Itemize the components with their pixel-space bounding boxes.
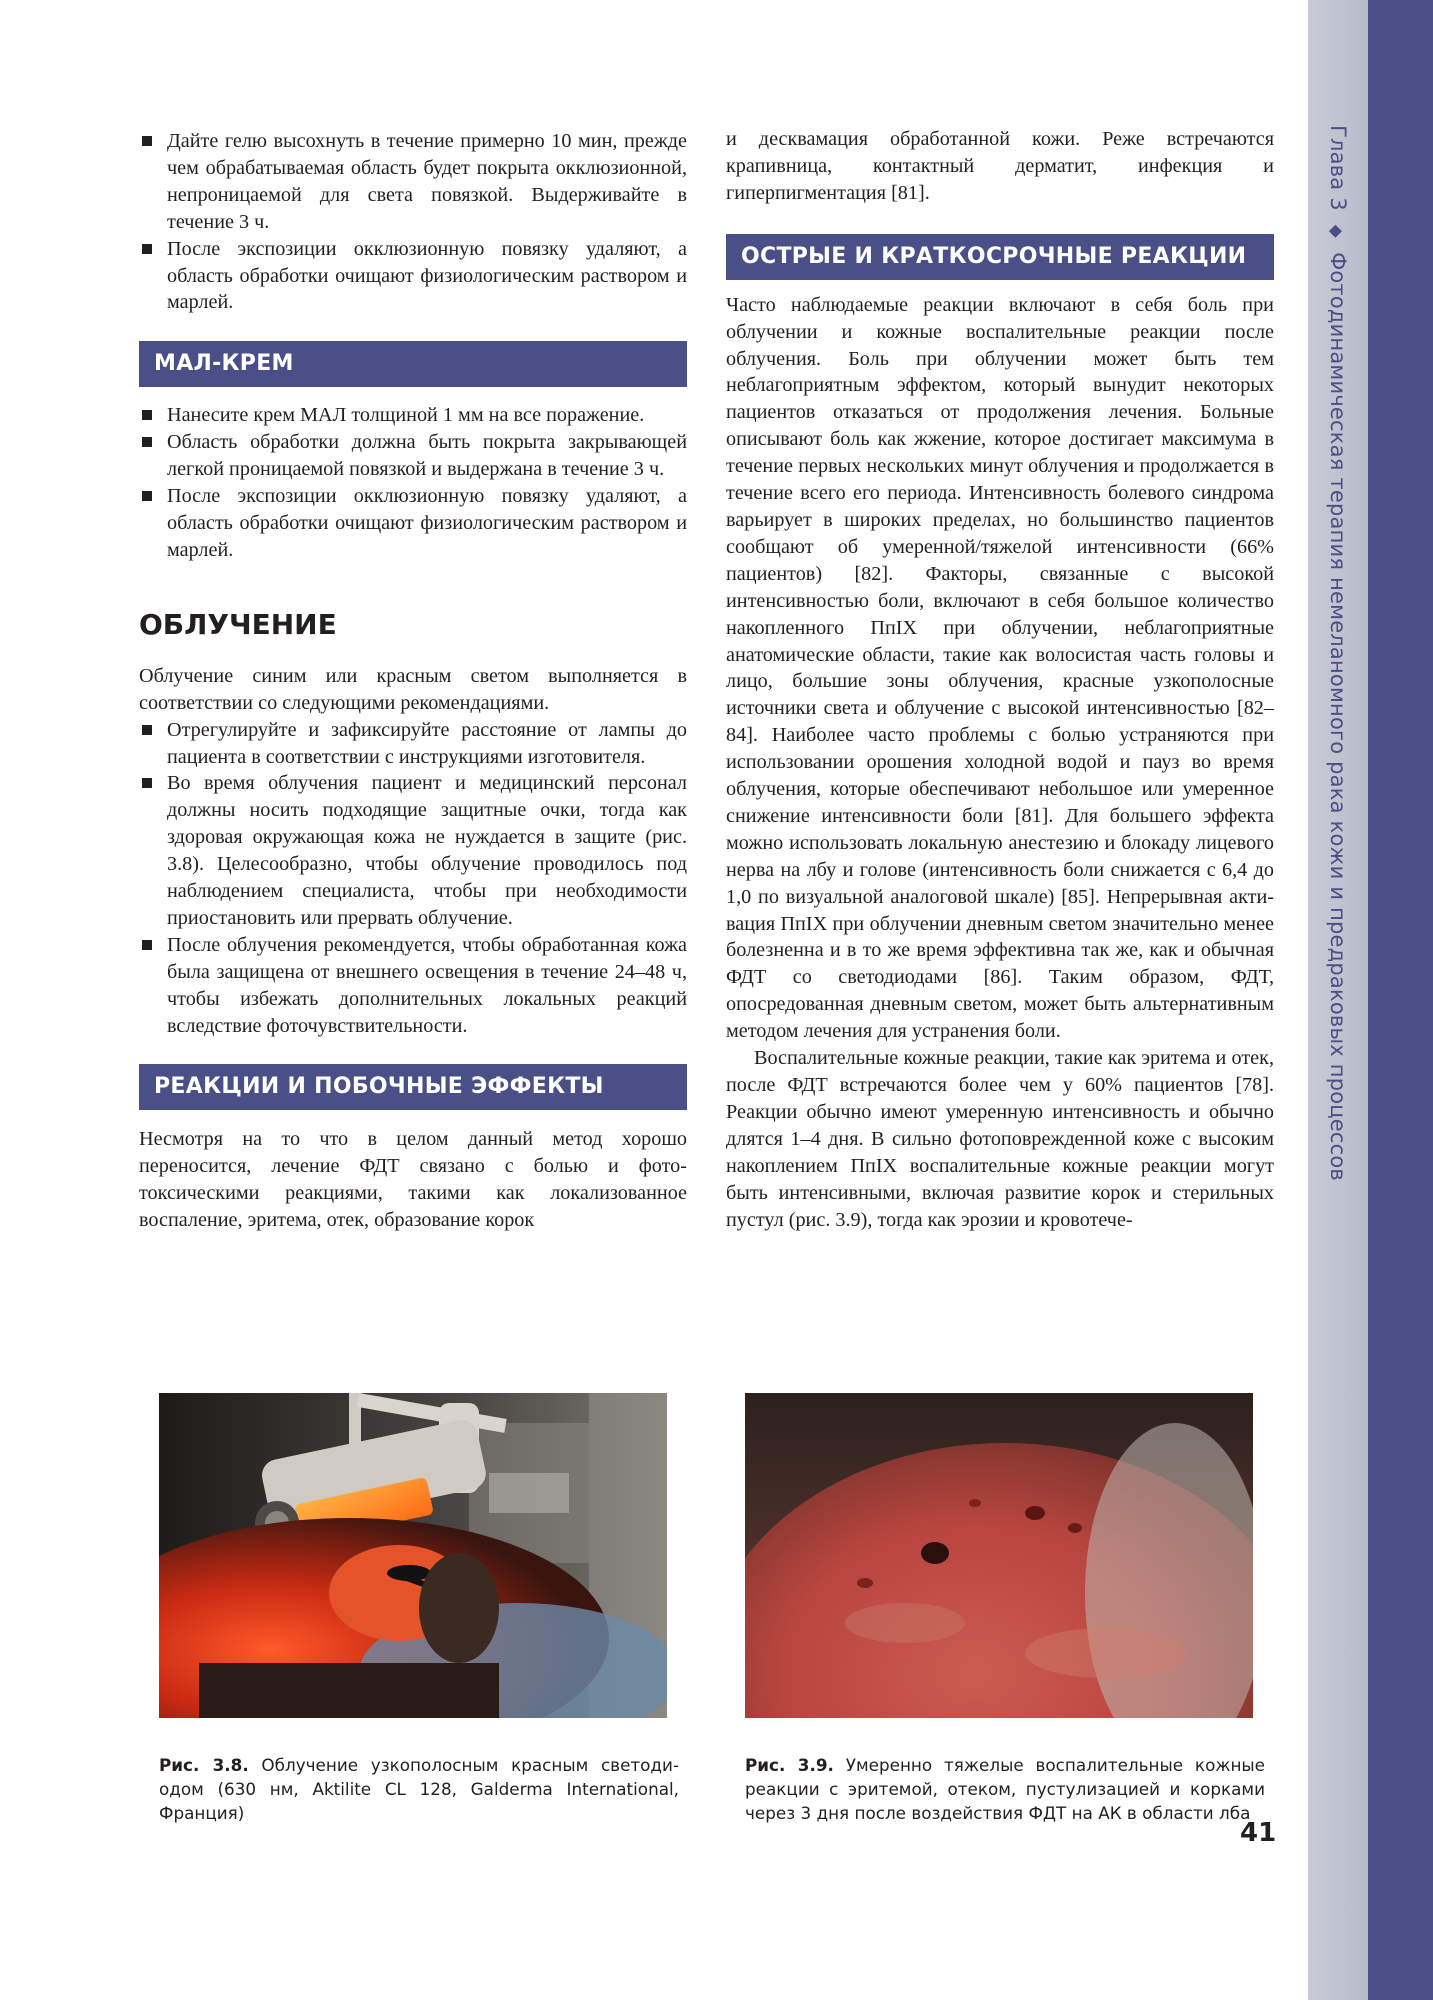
acute-heading: ОСТРЫЕ И КРАТКОСРОЧНЫЕ РЕАКЦИИ xyxy=(726,234,1274,280)
list-item: Отрегулируйте и зафиксируйте расстояние от лампы до пациента в соответствии с инструкциями изготовителя. xyxy=(139,717,687,771)
figure-3-9-photo xyxy=(745,1393,1253,1718)
mal-bullet-list xyxy=(139,402,687,563)
irradiation-bullet-list xyxy=(139,717,687,1040)
irradiation-photo-illustration xyxy=(159,1393,667,1718)
figure-3-9-caption xyxy=(745,1753,1265,1825)
forehead-reaction-photo-illustration xyxy=(745,1393,1253,1718)
figure-3-9-text: Умеренно тяжелые воспалительные кожные реакции с эритемой, отеком, пустулизацией и корками через 3 дня после воздействия ФДТ на АК в области лба xyxy=(745,1755,1265,1823)
irradiation-heading: ОБЛУЧЕНИЕ xyxy=(139,607,337,641)
figure-3-8-caption xyxy=(159,1753,679,1825)
continuation-paragraph: и десквамация обработанной кожи. Реже встречаются крапивница, контактный дерматит, инфекция и гиперпигментация [81]. xyxy=(726,128,1274,204)
reactions-heading: РЕАКЦИИ И ПОБОЧНЫЕ ЭФФЕКТЫ xyxy=(139,1064,687,1110)
diamond-icon: ◆ xyxy=(1326,224,1346,239)
figure-3-8-text: Облучение узкополосным красным светодиодом (630 нм, Aktilite CL 128, Galderma International, Франция) xyxy=(159,1755,680,1823)
right-column xyxy=(726,126,1274,1233)
chapter-label: Глава 3 xyxy=(1326,125,1350,211)
list-item: Нанесите крем МАЛ толщиной 1 мм на все поражение. xyxy=(139,402,687,429)
figure-3-8-photo xyxy=(159,1393,667,1718)
page-number: 41 xyxy=(1240,1818,1277,1848)
left-column xyxy=(139,128,687,1234)
list-item: Во время облучения пациент и медицинский персонал должны носить подходящие защитные очки, тогда как здоровая окружающая кожа не нуждается в защите (рис. 3.8). Целесообразно, чтобы облучение проводилось под наблюдением специалиста, чтобы при необходимости приостановить или прервать облучение. xyxy=(139,770,687,931)
list-item: После экспозиции окклюзионную повязку удаляют, а область обработки очищают физиологическим раствором и марлей. xyxy=(139,236,687,317)
intro-bullet-list xyxy=(139,128,687,316)
mal-heading: МАЛ-КРЕМ xyxy=(139,341,687,387)
list-item: После экспозиции окклюзионную повязку удаляют, а область обработки очищают физиологическим раствором и марлей. xyxy=(139,483,687,564)
acute-paragraph-1: Часто наблюдаемые реакции включают в себя боль при облучении и кожные воспалительные реакции после облучения. Боль при облучении может быть тем неблагоприятным эффектом, который вынудит некоторых пациентов отказаться от продолжения лечения. Больные описывают боль как жжение, которое достигает максимума в течение первых нескольких минут облучения и продолжается в течение всего его периода. Интенсивность болевого синдрома варьирует в широких пределах, но большинство пациентов сообщают об умеренной/тяжелой интенсивности (66% пациентов) [82]. Факторы, связанные с высокой интенсивностью боли, включают в себя большое количество накопленного ПпIX при облучении, неблагоприятные анатомические области, такие как волосистая часть головы и лицо, большие зоны облучения, красные узкополосные источники света и облучение с высокой интенсивностью [82–84]. Наиболее часто проблемы с болью устраняются при использовании орошения холодной водой и пауз во время облучения, которые обеспечивают небольшое или умеренное снижение интенсивности боли [81]. Для большего эффекта можно использовать локальную анестезию и блокаду лицевого нерва на лбу и голове (интенсивность боли снижается с 6,4 до 1,0 по визуальной аналоговой шкале) [85]. Непрерывная активация ПпIX при облучении дневным светом значительно менее болезненна и в то же время эффективна так же, как и обычная ФДТ со светодиодами [86]. Таким образом, ФДТ, опосредованная дневным светом, может быть альтернативным методом лечения для устранения боли. xyxy=(726,293,1274,1043)
irradiation-intro: Облучение синим или красным светом выполняется в соответствии со следующими рекомендациями. xyxy=(139,664,687,714)
figure-3-8-label: Рис. 3.8. xyxy=(159,1755,249,1775)
reactions-paragraph: Несмотря на то что в целом данный метод хорошо переносится, лечение ФДТ связано с болью и фототоксическими реакциями, такими как локализованное воспаление, эритема, отек, образование корок xyxy=(139,1128,687,1232)
list-item: После облучения рекомендуется, чтобы обработанная кожа была защищена от внешнего освещения в течение 24–48 ч, чтобы избежать дополнительных локальных реакций вследствие фоточувствительности. xyxy=(139,932,687,1040)
chapter-title: Фотодинамическая терапия немеланомного рака кожи и предраковых процессов xyxy=(1326,252,1350,1182)
figure-3-9-label: Рис. 3.9. xyxy=(745,1755,834,1775)
list-item: Область обработки должна быть покрыта закрывающей легкой проницаемой повязкой и выдержана в течение 3 ч. xyxy=(139,429,687,483)
running-head xyxy=(1326,125,1350,1181)
list-item: Дайте гелю высохнуть в течение примерно 10 мин, прежде чем обрабатываемая область будет покрыта окклюзионной, непроницаемой для света повязкой. Выдерживайте в течение 3 ч. xyxy=(139,128,687,236)
chapter-tab xyxy=(1368,0,1433,2000)
acute-paragraph-2: Воспалительные кожные реакции, такие как эритема и отек, после ФДТ встречаются более чем у 60% пациентов [78]. Реакции обычно имеют умеренную интенсивность и обычно длятся 1–4 дня. В сильно фотоповрежденной коже с высоким накоплением ПпIX воспалительные кожные реакции могут быть интенсивными, включая развитие корок и стерильных пустул (рис. 3.9), тогда как эрозии и кровотече- xyxy=(726,1047,1274,1231)
